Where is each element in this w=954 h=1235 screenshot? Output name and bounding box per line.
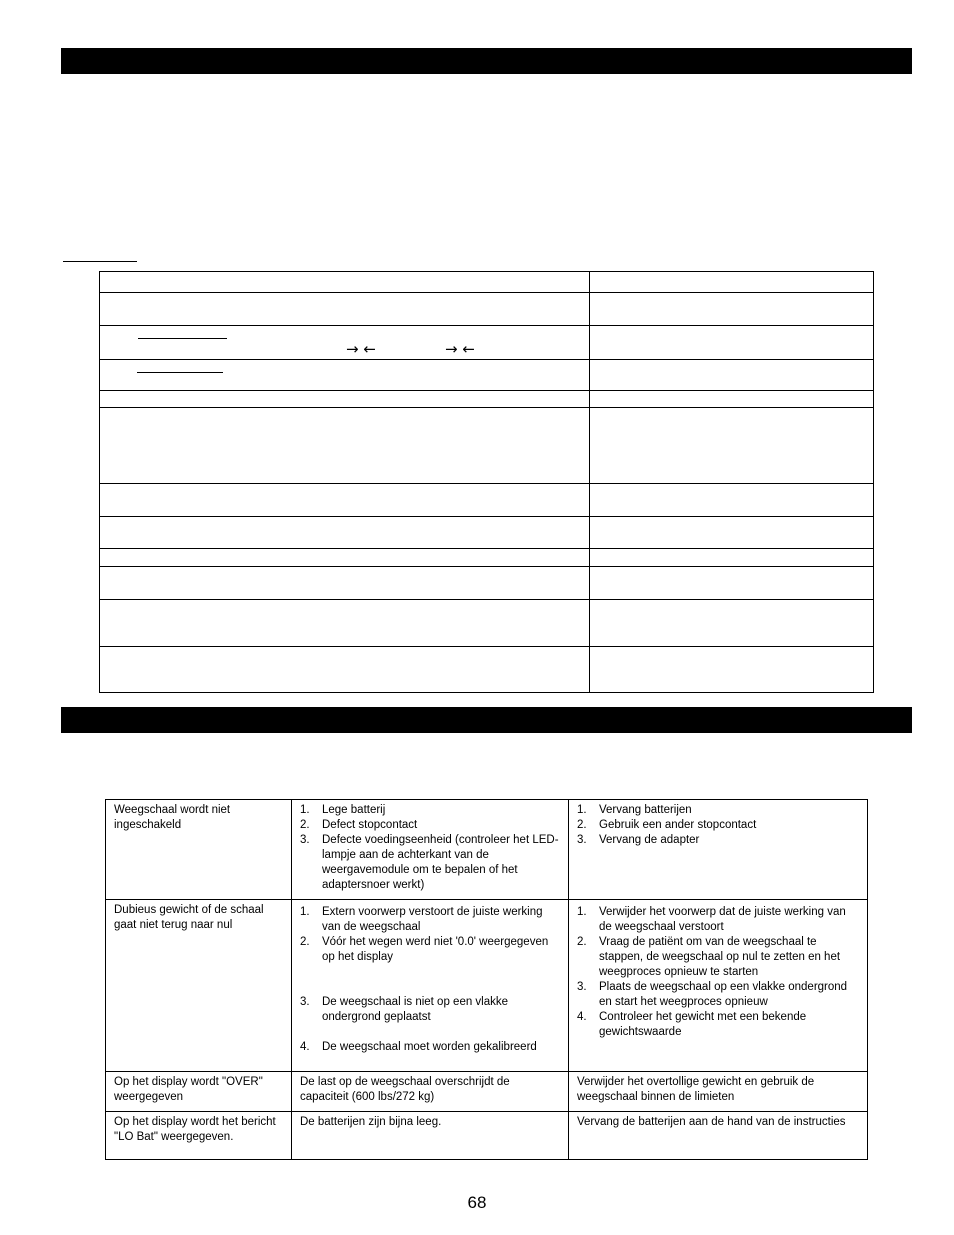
row-divider (100, 359, 873, 360)
page-number: 68 (467, 1193, 487, 1212)
list-number: 2. (300, 936, 310, 948)
cell-underline (137, 372, 223, 373)
list-item (577, 833, 859, 848)
list-number: 3. (577, 981, 587, 993)
list-number: 1. (577, 906, 587, 918)
list-item (300, 905, 560, 935)
solution-text: Verwijder het overtollige gewicht en gebruik de weegschaal binnen de limieten (577, 1076, 815, 1103)
solution-cell (569, 800, 868, 900)
list-text: Defect stopcontact (322, 819, 418, 831)
list-item (300, 935, 560, 965)
list-text: Vóór het wegen werd niet '0.0' weergegeven op het display (322, 936, 549, 963)
list-text: Lege batterij (322, 804, 386, 816)
solution-cell (569, 900, 868, 1072)
table-row (106, 1112, 868, 1160)
problem-cell (106, 900, 292, 1072)
list-text: Defecte voedingseenheid (controleer het LED-lampje aan de achterkant van de weergavemodule om te bepalen of het adaptersnoer werkt) (322, 834, 559, 891)
section-header-bar (61, 48, 912, 74)
list-number: 2. (300, 819, 310, 831)
solution-cell (569, 1112, 868, 1160)
troubleshooting-table (105, 799, 868, 1160)
cell-underline (138, 338, 227, 339)
list-item (300, 803, 560, 818)
table-row (106, 800, 868, 900)
row-divider (100, 548, 873, 549)
problem-cell (106, 1112, 292, 1160)
problem-cell (106, 1072, 292, 1112)
column-divider (589, 272, 590, 692)
row-divider (100, 483, 873, 484)
list-text: Vraag de patiënt om van de weegschaal te stappen, de weegschaal op nul te zetten en het weegproces opnieuw te starten (599, 936, 841, 978)
list-text: De weegschaal is niet op een vlakke ondergrond geplaatst (322, 996, 509, 1023)
row-divider (100, 407, 873, 408)
list-item (300, 833, 560, 893)
arrow-symbol: → ← (346, 340, 376, 358)
row-divider (100, 325, 873, 326)
solution-list (577, 803, 859, 848)
cause-text: De batterijen zijn bijna leeg. (300, 1116, 442, 1128)
list-item (577, 905, 859, 935)
cause-cell (292, 1112, 569, 1160)
solution-cell (569, 1072, 868, 1112)
list-item (577, 980, 859, 1010)
list-text: Verwijder het voorwerp dat de juiste werking van de weegschaal verstoort (599, 906, 846, 933)
list-number: 1. (300, 906, 310, 918)
list-number: 2. (577, 819, 587, 831)
list-number: 3. (300, 834, 310, 846)
problem-text: Op het display wordt "OVER" weergegeven (114, 1076, 263, 1103)
cause-list (300, 803, 560, 893)
list-text: Gebruik een ander stopcontact (599, 819, 757, 831)
solution-list (577, 905, 859, 1040)
list-number: 2. (577, 936, 587, 948)
list-text: Plaats de weegschaal op een vlakke ondergrond en start het weegproces opnieuw (599, 981, 848, 1008)
section-header-bar (61, 707, 912, 733)
cause-cell (292, 1072, 569, 1112)
problem-text: Dubieus gewicht of de schaal gaat niet terug naar nul (114, 904, 264, 931)
list-number: 3. (300, 996, 310, 1008)
row-divider (100, 646, 873, 647)
row-divider (100, 292, 873, 293)
cause-cell (292, 800, 569, 900)
cause-cell (292, 900, 569, 1072)
row-divider (100, 599, 873, 600)
list-item (577, 818, 859, 833)
row-divider (100, 390, 873, 391)
list-number: 4. (577, 1011, 587, 1023)
table-row (106, 900, 868, 1072)
arrow-symbol: → ← (445, 340, 475, 358)
cause-list (300, 905, 560, 1055)
row-divider (100, 566, 873, 567)
table-row (106, 1072, 868, 1112)
list-item (577, 803, 859, 818)
list-item (300, 1040, 560, 1055)
list-text: Vervang de adapter (599, 834, 700, 846)
cause-text: De last op de weegschaal overschrijdt de capaciteit (600 lbs/272 kg) (300, 1076, 510, 1103)
list-item (300, 995, 560, 1025)
specification-table (99, 271, 874, 693)
problem-text: Weegschaal wordt niet ingeschakeld (114, 804, 231, 831)
list-number: 1. (300, 804, 310, 816)
heading-underline (63, 261, 137, 262)
list-text: Controleer het gewicht met een bekende gewichtswaarde (599, 1011, 807, 1038)
list-item (300, 818, 560, 833)
problem-cell (106, 800, 292, 900)
list-text: De weegschaal moet worden gekalibreerd (322, 1041, 537, 1053)
solution-text: Vervang de batterijen aan de hand van de instructies (577, 1116, 846, 1128)
list-number: 4. (300, 1041, 310, 1053)
list-item (577, 935, 859, 980)
list-text: Vervang batterijen (599, 804, 692, 816)
problem-text: Op het display wordt het bericht "LO Bat" weergegeven. (114, 1116, 276, 1143)
list-number: 1. (577, 804, 587, 816)
list-number: 3. (577, 834, 587, 846)
list-item (577, 1010, 859, 1040)
row-divider (100, 516, 873, 517)
list-text: Extern voorwerp verstoort de juiste werking van de weegschaal (322, 906, 543, 933)
